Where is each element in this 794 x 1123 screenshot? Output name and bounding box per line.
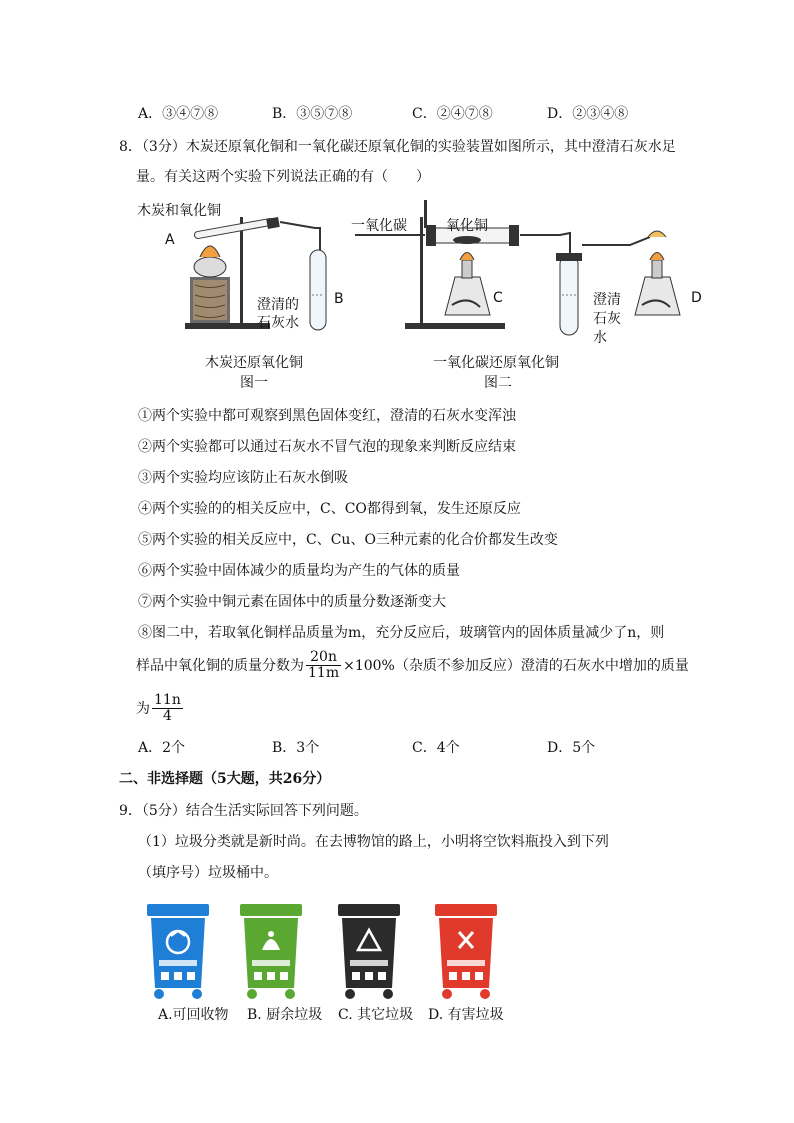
fig2-caption: 一氧化碳还原氧化铜 [433, 355, 559, 371]
section2-title: 二、非选择题（5大题，共26分） [119, 771, 331, 787]
fig1-lime-1: 澄清的 [257, 297, 299, 313]
q8-stem-line1: 8．（3分）木炭还原氧化铜和一氧化碳还原氧化铜的实验装置如图所示，其中澄清石灰水足 [119, 139, 676, 155]
bin-label-a: A.可回收物 [158, 1007, 229, 1023]
q8-option-c: C．4个 [412, 740, 460, 756]
q8-statement-8-line2 [136, 650, 689, 682]
q7-option-d: D．②③④⑧ [547, 106, 629, 122]
bin-a [145, 902, 211, 1000]
q8-stem-line2: 量。有关这两个实验下列说法正确的有（ ） [136, 169, 430, 185]
q8-statement-7: ⑦两个实验中铜元素在固体中的质量分数逐渐变大 [138, 594, 446, 610]
fig1-lime-2: 石灰水 [257, 315, 299, 331]
frac1-denominator: 11m [308, 665, 340, 682]
frac2-numerator: 11n [154, 692, 181, 708]
q8-statement-6: ⑥两个实验中固体减少的质量均为产生的气体的质量 [138, 563, 460, 579]
q8-option-d: D．5个 [547, 740, 596, 756]
fig1-caption: 木炭还原氧化铜 [205, 355, 303, 371]
q8-statement-8-line1: ⑧图二中，若取氧化铜样品质量为m，充分反应后，玻璃管内的固体质量减少了n，则 [138, 625, 665, 641]
s8-text-wei: 为 [136, 700, 150, 717]
q8-statement-3: ③两个实验均应该防止石灰水倒吸 [138, 470, 348, 486]
fig2-label-d: D [691, 290, 702, 306]
fig2-lime-1: 澄清 [593, 292, 621, 308]
q7-option-b: B．③⑤⑦⑧ [272, 106, 353, 122]
q8-statement-2: ②两个实验都可以通过石灰水不冒气泡的现象来判断反应结束 [138, 439, 516, 455]
q7-option-c: C．②④⑦⑧ [412, 106, 493, 122]
bin-d [433, 902, 499, 1000]
frac1-numerator: 20n [306, 650, 341, 666]
q8-statement-4: ④两个实验的的相关反应中，C、CO都得到氧，发生还原反应 [138, 501, 521, 517]
fig2-lime-2: 石灰 [593, 311, 621, 327]
fig1-number: 图一 [240, 375, 268, 391]
fig2-label-c: C [493, 290, 503, 306]
bin-c [336, 902, 402, 1000]
bin-b [238, 902, 304, 1000]
s8-text-pre: 样品中氧化铜的质量分数为 [136, 657, 304, 674]
q8-statement-5: ⑤两个实验的相关反应中，C、Cu、O三种元素的化合价都发生改变 [138, 532, 558, 548]
bin-label-d: D. 有害垃圾 [428, 1007, 504, 1023]
bin-label-b: B. 厨余垃圾 [247, 1007, 323, 1023]
fig2-co-label: 一氧化碳 [351, 218, 407, 234]
fraction-11n-4 [152, 693, 183, 725]
q9-stem: 9．（5分）结合生活实际回答下列问题。 [119, 803, 368, 819]
fig2-cuo-label: 氧化铜 [446, 218, 488, 234]
fig1-label-b: B [334, 291, 344, 307]
q7-option-a: A．③④⑦⑧ [138, 106, 219, 122]
q8-option-b: B．3个 [272, 740, 320, 756]
q8-statement-8-line3 [136, 693, 185, 725]
q8-option-a: A．2个 [138, 740, 186, 756]
fig1-top-label: 木炭和氧化铜 [137, 203, 221, 219]
s8-text-post: ×100%（杂质不参加反应）澄清的石灰水中增加的质量 [343, 657, 689, 674]
frac2-denominator: 4 [162, 708, 172, 725]
fig1-label-a: A [165, 232, 175, 248]
fraction-20n-11m [306, 650, 341, 682]
fig2-number: 图二 [484, 375, 512, 391]
bin-label-c: C. 其它垃圾 [338, 1007, 414, 1023]
q9-sub1-line2: （填序号）垃圾桶中。 [138, 865, 278, 881]
q8-statement-1: ①两个实验中都可观察到黑色固体变红，澄清的石灰水变浑浊 [138, 408, 516, 424]
q9-sub1-line1: （1）垃圾分类就是新时尚。在去博物馆的路上，小明将空饮料瓶投入到下列 [138, 834, 609, 850]
fig2-lime-3: 水 [593, 330, 607, 346]
